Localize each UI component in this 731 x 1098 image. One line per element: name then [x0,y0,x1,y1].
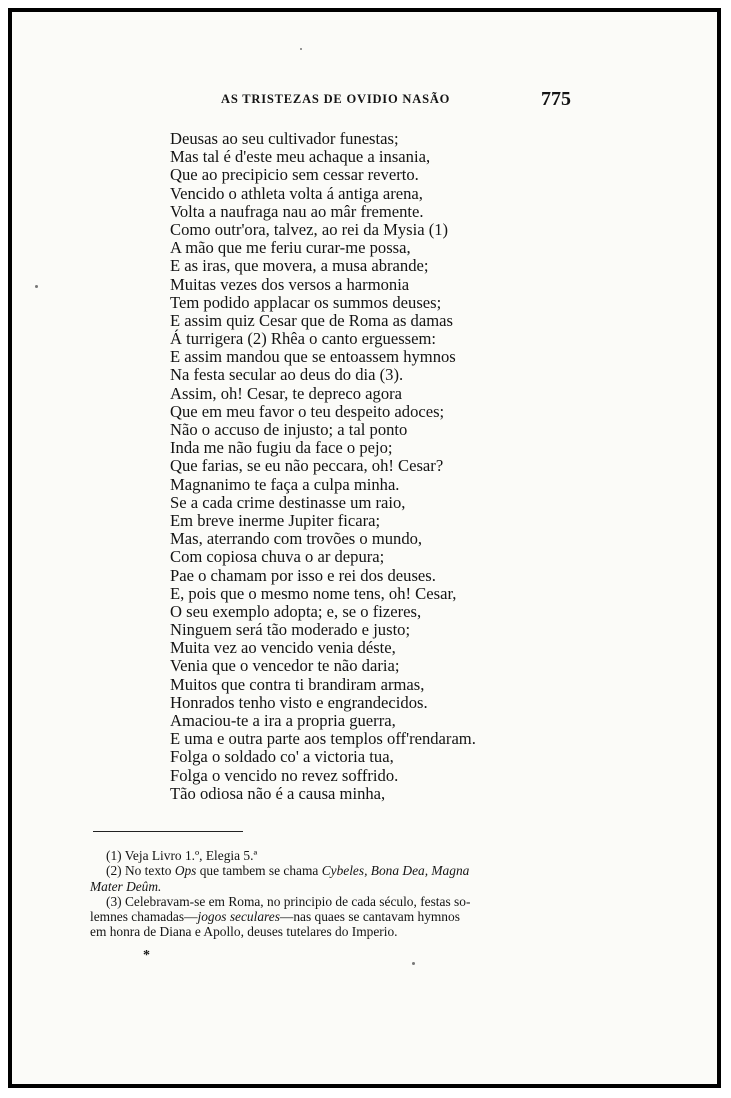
footnote-2-italic: Mater Deûm. [90,878,162,894]
paper-speck [412,962,415,965]
footnotes [90,848,570,940]
verse-line: Á turrigera (2) Rhêa o canto erguessem: [170,329,437,349]
verse-line: Que farias, se eu não peccara, oh! Cesar? [170,456,444,476]
printer-mark: * [143,948,150,963]
verse-line: Muitas vezes dos versos a harmonia [170,274,410,294]
footnote-rule [93,831,243,832]
verse-line: O seu exemplo adopta; e, se o fizeres, [170,601,422,621]
verse-line: Tem podido applacar os summos deuses; [170,292,442,312]
footnote-2-italic: Ops [174,863,197,879]
footnote-2-text: (2) No texto [106,863,175,879]
footnote-3-continued [90,924,570,939]
verse-line: E uma e outra parte aos templos off'rendaram. [170,729,476,749]
verse-line: Venia que o vencedor te não daria; [170,656,400,676]
verse-line: Não o accuso de injusto; a tal ponto [170,420,408,439]
verse-line: Volta a naufraga nau ao mâr fremente. [170,201,424,221]
footnote-2-text: que tambem se chama [196,863,322,879]
verse-line: Mas, aterrando com trovões o mundo, [170,529,423,549]
verse-line: Muita vez ao vencido venia déste, [170,638,396,658]
paper-speck [35,285,38,288]
verse-line: Tão odiosa não é a causa minha, [170,783,386,803]
verse-line: Inda me não fugiu da face o pejo; [170,438,393,458]
footnote-2-italic: Cybeles, Bona Dea, Magna [321,863,470,879]
running-title: AS TRISTEZAS DE OVIDIO NASÃO [221,92,451,106]
verse-line: Magnanimo te faça a culpa minha. [170,474,400,494]
footnote-3-text: lemnes chamadas— [90,909,198,925]
verse-line: Se a cada crime destinasse um raio, [170,492,406,512]
verse-line: Vencido o athleta volta á antiga arena, [170,183,423,203]
verse-line: Amaciou-te a ira a propria guerra, [170,711,396,730]
footnote-1 [90,848,570,863]
verse-line: Assim, oh! Cesar, te depreco agora [170,383,403,403]
verse-line: E as iras, que movera, a musa abrande; [170,256,429,276]
verse-line: A mão que me feriu curar-me possa, [170,238,411,258]
footnote-3-text: (3) Celebravam-se em Roma, no principio de cada século, festas so- [106,893,471,909]
footnote-3-text: —nas quaes se cantavam hymnos [279,909,460,925]
paper-speck [300,48,302,50]
page-header [0,90,731,112]
verse-line: Folga o soldado co' a victoria tua, [170,747,394,767]
verse-line: Em breve inerme Jupiter ficara; [170,510,381,530]
poem-verse [170,130,550,803]
verse-line: Ninguem será tão moderado e justo; [170,620,411,640]
verse-line: Pae o chamam por isso e rei dos deuses. [170,565,436,585]
verse-line: Mas tal é d'este meu achaque a insania, [170,147,431,167]
verse-line: Que ao precipicio sem cessar reverto. [170,165,419,185]
verse-line: Na festa secular ao deus do dia (3). [170,365,404,385]
verse-line: Que em meu favor o teu despeito adoces; [170,401,445,421]
verse-line: E assim mandou que se entoassem hymnos [170,347,456,367]
verse-line: Honrados tenho visto e engrandecidos. [170,692,428,712]
footnote-2-continued [90,879,570,894]
footnote-1-text: (1) Veja Livro 1.º, Elegia 5.ª [106,848,258,863]
verse-line: Muitos que contra ti brandiram armas, [170,674,425,694]
footnote-3-italic: jogos seculares [197,909,280,925]
verse-line: E assim quiz Cesar que de Roma as damas [170,310,453,330]
verse-line: E, pois que o mesmo nome tens, oh! Cesar, [170,583,457,603]
footnote-3-continued [90,909,570,924]
verse-line: Com copiosa chuva o ar depura; [170,547,385,567]
footnote-3-text: em honra de Diana e Apollo, deuses tutelares do Imperio. [90,924,398,940]
page-number: 775 [541,88,571,110]
verse-line: Folga o vencido no revez soffrido. [170,765,399,785]
footnote-3 [90,894,570,909]
verse-line: Como outr'ora, talvez, ao rei da Mysia (1) [170,219,449,239]
verse-line: Deusas ao seu cultivador funestas; [170,129,399,148]
footnote-2 [90,863,570,878]
